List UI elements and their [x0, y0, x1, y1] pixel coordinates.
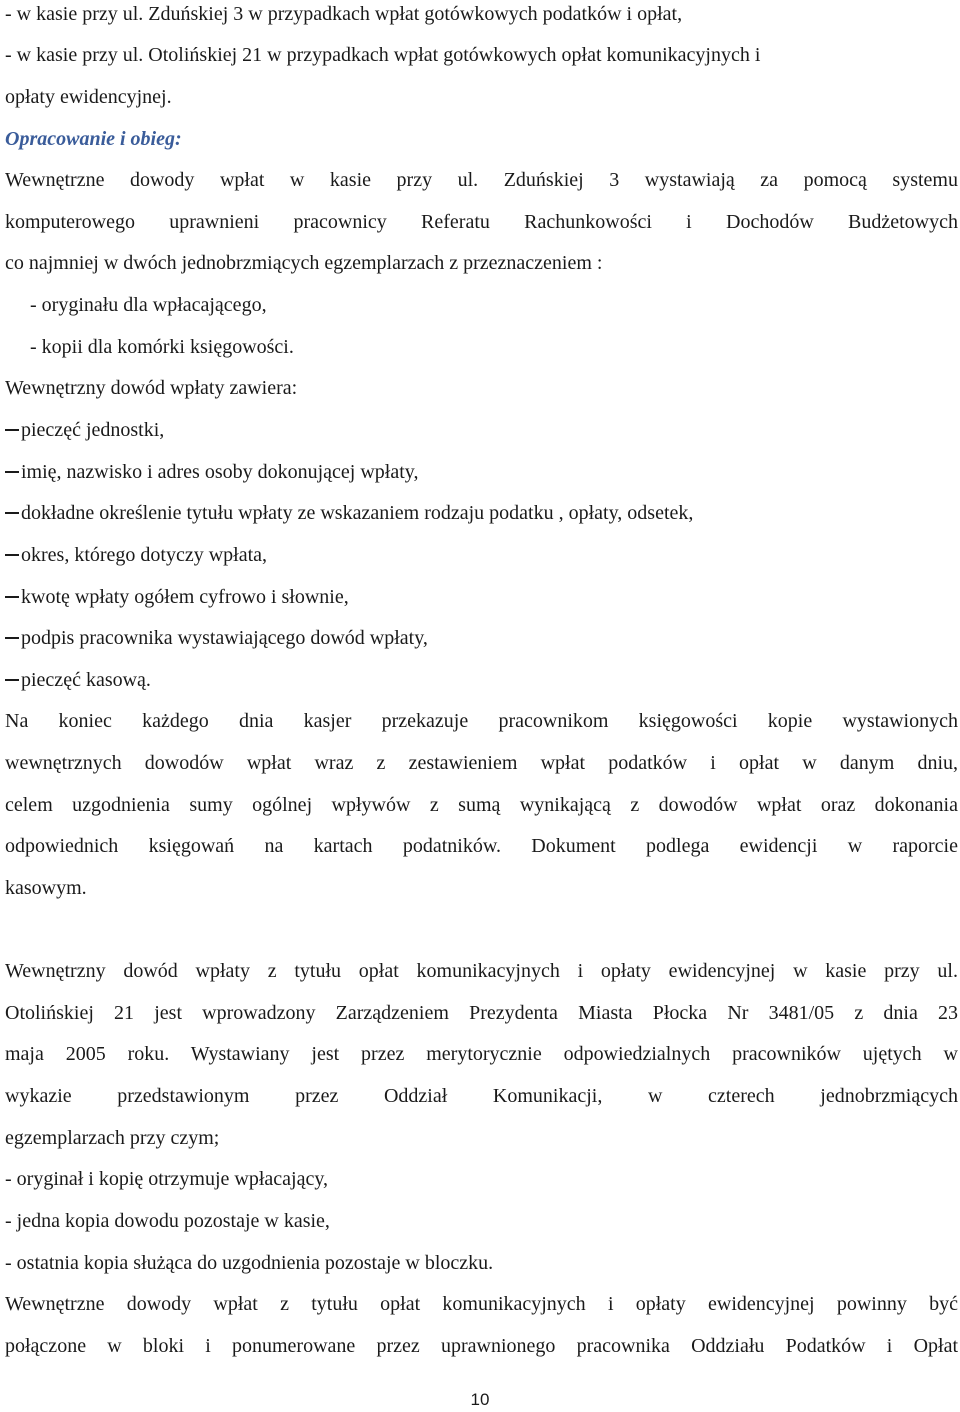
paragraph-line: odpowiednich księgowań na kartach podatników. Dokument podlega ewidencji w raporcie [5, 835, 958, 857]
paragraph-line: celem uzgodnienia sumy ogólnej wpływów z sumą wynikającą z dowodów wpłat oraz dokonania [5, 794, 958, 816]
intro-line: opłaty ewidencyjnej. [5, 86, 172, 108]
copy-item: - oryginał i kopię otrzymuje wpłacający, [5, 1168, 329, 1190]
list-item-text: pieczęć kasową. [21, 669, 151, 691]
paragraph-line: Na koniec każdego dnia kasjer przekazuje pracownikom księgowości kopie wystawionych [5, 710, 958, 732]
list-item-text: pieczęć jednostki, [21, 419, 165, 441]
page-number: 10 [470, 1390, 490, 1409]
paragraph-line: egzemplarzach przy czym; [5, 1127, 220, 1149]
list-item [5, 458, 419, 486]
list-item [5, 541, 267, 569]
copy-item: - oryginału dla wpłacającego, [30, 294, 267, 316]
paragraph-line: Wewnętrzne dowody wpłat z tytułu opłat komunikacyjnych i opłaty ewidencyjnej powinny być [5, 1293, 958, 1315]
paragraph-line: wykazie przedstawionym przez Oddział Komunikacji, w czterech jednobrzmiących [5, 1085, 958, 1107]
paragraph-line: co najmniej w dwóch jednobrzmiących egzemplarzach z przeznaczeniem : [5, 252, 603, 274]
list-item [5, 416, 164, 444]
dash-bullet-icon [5, 554, 19, 556]
dash-bullet-icon [5, 596, 19, 598]
copy-item: - kopii dla komórki księgowości. [30, 336, 294, 358]
paragraph-line: wewnętrznych dowodów wpłat wraz z zestawieniem wpłat podatków i opłat w danym dniu, [5, 752, 958, 774]
paragraph-line: Otolińskiej 21 jest wprowadzony Zarządzeniem Prezydenta Miasta Płocka Nr 3481/05 z dnia 23 [5, 1002, 958, 1024]
paragraph-line: połączone w bloki i ponumerowane przez uprawnionego pracownika Oddziału Podatków i Opłat [5, 1335, 958, 1357]
dash-bullet-icon [5, 512, 19, 514]
dash-bullet-icon [5, 471, 19, 473]
paragraph-line: Wewnętrzny dowód wpłaty z tytułu opłat komunikacyjnych i opłaty ewidencyjnej w kasie przy ul. [5, 960, 958, 982]
intro-line: - w kasie przy ul. Otolińskiej 21 w przypadkach wpłat gotówkowych opłat komunikacyjnych i [5, 44, 761, 66]
section-heading: Opracowanie i obieg: [5, 128, 182, 150]
paragraph-line: komputerowego uprawnieni pracownicy Referatu Rachunkowości i Dochodów Budżetowych [5, 211, 958, 233]
list-item-text: imię, nazwisko i adres osoby dokonującej wpłaty, [21, 461, 419, 483]
list-item-text: dokładne określenie tytułu wpłaty ze wskazaniem rodzaju podatku , opłaty, odsetek, [21, 502, 694, 524]
list-item-text: kwotę wpłaty ogółem cyfrowo i słownie, [21, 586, 349, 608]
dash-bullet-icon [5, 637, 19, 639]
list-item-text: podpis pracownika wystawiającego dowód wpłaty, [21, 627, 428, 649]
copy-item: - ostatnia kopia służąca do uzgodnienia pozostaje w bloczku. [5, 1252, 494, 1274]
list-item-text: okres, którego dotyczy wpłata, [21, 544, 268, 566]
dash-bullet-icon [5, 679, 19, 681]
paragraph-line: kasowym. [5, 877, 87, 899]
list-item [5, 583, 349, 611]
intro-line: - w kasie przy ul. Zduńskiej 3 w przypadkach wpłat gotówkowych podatków i opłat, [5, 3, 683, 25]
dash-bullet-icon [5, 429, 19, 431]
contains-intro: Wewnętrzny dowód wpłaty zawiera: [5, 377, 298, 399]
paragraph-line: maja 2005 roku. Wystawiany jest przez merytorycznie odpowiedzialnych pracowników ujętych w [5, 1043, 958, 1065]
paragraph-line: Wewnętrzne dowody wpłat w kasie przy ul. Zduńskiej 3 wystawiają za pomocą systemu [5, 169, 958, 191]
copy-item: - jedna kopia dowodu pozostaje w kasie, [5, 1210, 330, 1232]
list-item [5, 499, 693, 527]
list-item [5, 666, 151, 694]
list-item [5, 624, 428, 652]
